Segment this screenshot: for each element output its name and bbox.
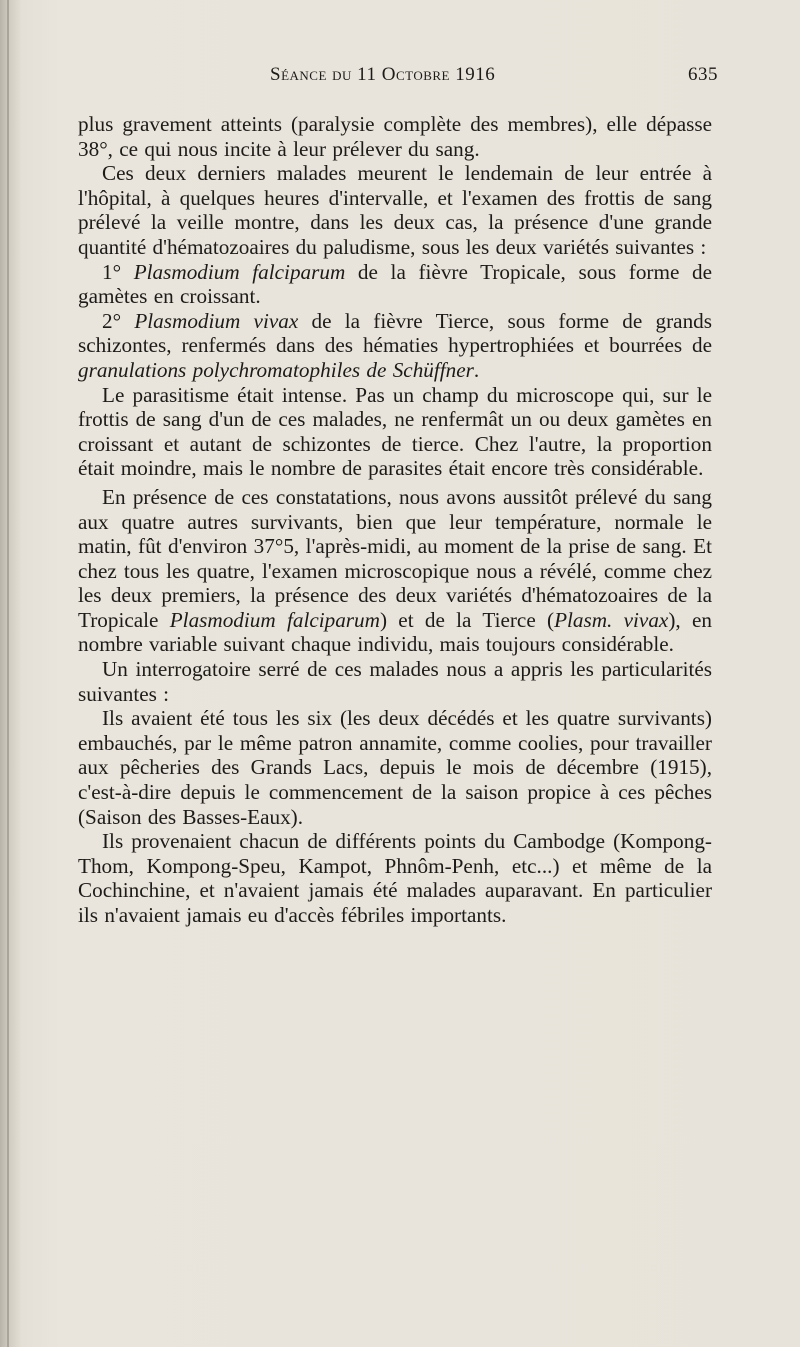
list-item-text: de la fièvre Tierce, sous forme de grands schizontes, renfermés dans des hématies hypertrophiées et bourrées de	[78, 308, 712, 358]
paragraph-parasitism: Le parasitisme était intense. Pas un champ du microscope qui, sur le frottis de sang d'un de ces malades, ne renfermât un ou deux gamètes en croissant et autant de schizontes de tierce. Chez l'autre, la proportion était moindre, mais le nombre de parasites était encore très considérable.	[78, 382, 712, 481]
paragraph-interrogation: Un interrogatoire serré de ces malades nous a appris les particularités suivantes :	[78, 657, 712, 706]
running-title: Séance du 11 Octobre 1916	[270, 64, 496, 85]
page-header	[78, 64, 718, 90]
list-item-falciparum	[78, 260, 712, 309]
list-item-end: .	[473, 357, 480, 382]
paragraph-employment: Ils avaient été tous les six (les deux décédés et les quatre survivants) embauchés, par le même patron annamite, comme coolies, pour travailler aux pêcheries des Grands Lacs, depuis le mois de décembre (1915), c'est-à-dire depuis le commencement de la saison propice à ces pêches (Saison des Basses-Eaux).	[78, 706, 712, 829]
granulations-term: granulations polychromatophiles de Schüffner	[78, 357, 474, 382]
paragraph-origin: Ils provenaient chacun de différents points du Cambodge (Kompong-Thom, Kompong-Speu, Kampot, Phnôm-Penh, etc...) et même de la Cochinchine, et n'avaient jamais été malades auparavant. En particulier ils n'avaient jamais eu d'accès fébriles importants.	[78, 829, 712, 927]
paragraph-survivors	[78, 485, 712, 657]
paragraph-deaths: Ces deux derniers malades meurent le lendemain de leur entrée à l'hôpital, à quelques heures d'intervalle, et l'examen des frottis de sang prélevé la veille montre, dans les deux cas, la présence d'une grande quantité d'hématozoaires du paludisme, sous les deux variétés suivantes :	[78, 161, 712, 259]
list-number: 2°	[102, 308, 122, 333]
list-item-vivax	[78, 309, 712, 383]
list-number: 1°	[102, 259, 122, 284]
paragraph-continuation: plus gravement atteints (paralysie complète des membres), elle dépasse 38°, ce qui nous incite à leur prélever du sang.	[78, 112, 712, 161]
paragraph-text: ) et de la Tierce (	[379, 607, 555, 632]
list-item-text: de la fièvre Tropicale, sous forme de gamètes en croissant.	[78, 259, 713, 309]
species-name: Plasmodium vivax	[134, 308, 299, 333]
species-name: Plasmodium falciparum	[169, 607, 380, 632]
species-name: Plasmodium falciparum	[133, 259, 346, 284]
body-text	[78, 112, 712, 928]
paragraph-text: ), en nombre variable suivant chaque individu, mais toujours considérable.	[78, 607, 712, 657]
species-abbrev: Plasm. vivax	[554, 607, 669, 632]
binding-gutter	[7, 0, 9, 1347]
paragraph-text: En présence de ces constatations, nous avons aussitôt prélevé du sang aux quatre autres survivants, bien que leur température, normale le matin, fût d'environ 37°5, l'après-midi, au moment de la prise de sang. Et chez tous les quatre, l'examen microscopique nous a révélé, comme chez les deux premiers, la présence des deux variétés d'hématozoaires de la Tropicale	[78, 484, 712, 632]
page-number: 635	[688, 64, 718, 85]
